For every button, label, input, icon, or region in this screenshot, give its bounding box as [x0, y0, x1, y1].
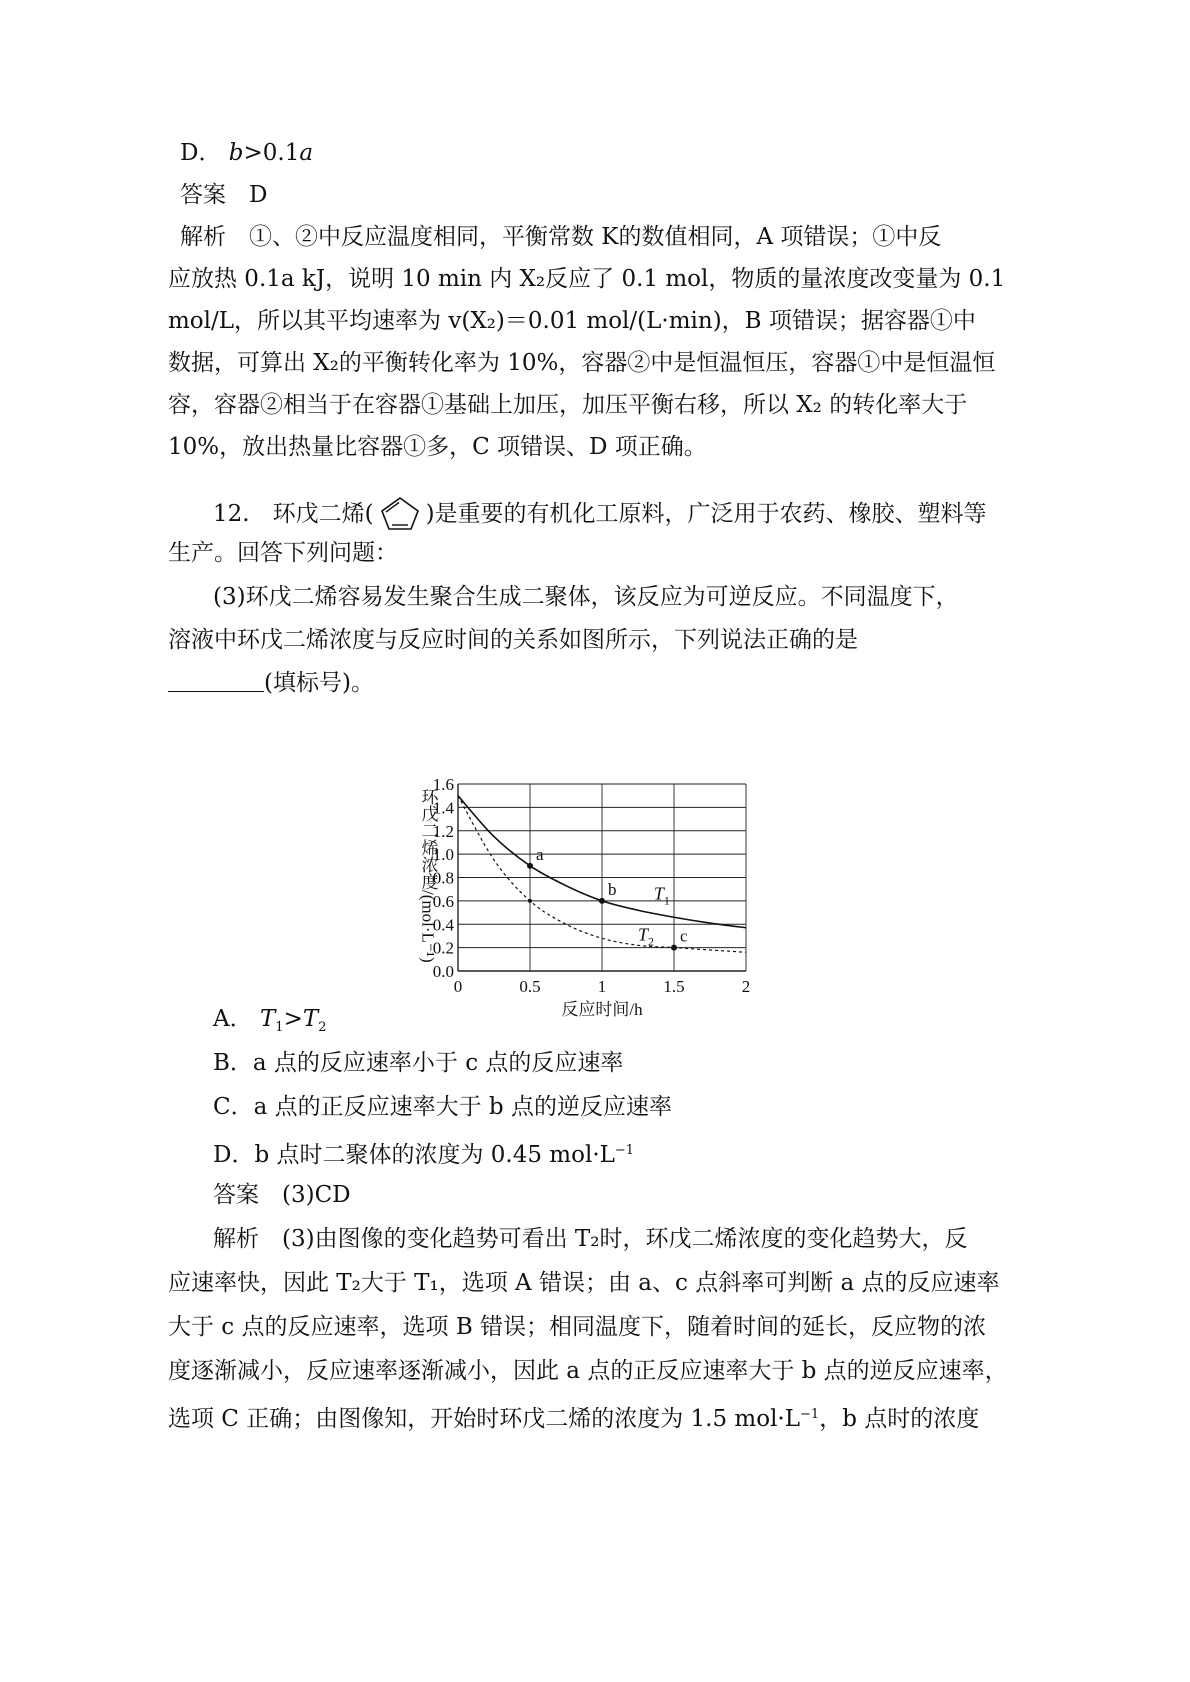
prev-explanation-4: 数据，可算出 X₂的平衡转化率为 10%，容器②中是恒温恒压，容器①中是恒温恒	[168, 350, 996, 376]
question-12-start: 12. 环戊二烯(	[213, 501, 374, 527]
t1-symbol: T	[259, 1006, 276, 1032]
y-tick-label: 1.6	[432, 775, 454, 794]
option-b: B．a 点的反应速率小于 c 点的反应速率	[213, 1050, 624, 1076]
t1-subscript: 1	[275, 1020, 284, 1035]
point-label-b: b	[608, 879, 617, 899]
x-tick-label: 1.5	[663, 977, 685, 996]
explanation-12-4: 度逐渐减小，反应速率逐渐减小，因此 a 点的正反应速率大于 b 点的逆反应速率，	[168, 1358, 1008, 1384]
answer-12: 答案 (3)CD	[213, 1182, 351, 1208]
answer-blank[interactable]	[168, 669, 264, 692]
option-d-prev	[180, 138, 313, 168]
series-label-letter: T	[638, 924, 649, 945]
x-tick-label: 0.5	[519, 977, 541, 996]
cyclopentadiene-structure-icon	[374, 493, 426, 533]
y-tick-label: 0.8	[432, 868, 454, 888]
series-label-t1	[654, 884, 670, 908]
x-tick-label: 1	[597, 977, 607, 996]
question-12-line-1	[213, 493, 987, 533]
prev-explanation-6: 10%，放出热量比容器①多，C 项错误、D 项正确。	[168, 434, 707, 460]
explanation-12-5-sup: −1	[800, 1407, 820, 1422]
point-a	[527, 863, 533, 869]
y-tick-label: 0.0	[432, 962, 454, 981]
series-label-t2	[638, 925, 654, 949]
x-axis-label: 反应时间/h	[561, 1000, 643, 1019]
option-d-prefix: D．	[180, 140, 229, 166]
y-tick-label: 1.4	[432, 798, 454, 818]
point-t2-half	[528, 899, 532, 903]
var-b: b	[228, 140, 244, 166]
y-tick-label: 0.6	[432, 891, 454, 911]
y-tick-label: 1.2	[432, 821, 454, 841]
prev-explanation-1: 解析 ①、②中反应温度相同，平衡常数 K的数值相同，A 项错误；①中反	[180, 224, 942, 250]
t2-subscript: 2	[318, 1020, 327, 1035]
question-12-rest: )是重要的有机化工原料，广泛用于农药、橡胶、塑料等	[425, 501, 987, 527]
point-label-a: a	[536, 844, 544, 864]
t2-symbol: T	[302, 1006, 319, 1032]
prev-explanation-2: 应放热 0.1a kJ，说明 10 min 内 X₂反应了 0.1 mol，物质的量浓度改变量为 0.1	[168, 266, 1006, 292]
series-label-subscript: 2	[648, 934, 655, 949]
option-c: C．a 点的正反应速率大于 b 点的逆反应速率	[213, 1094, 672, 1120]
option-d-mid: >0.1	[243, 140, 300, 166]
explanation-12-5-text: 选项 C 正确；由图像知，开始时环戊二烯的浓度为 1.5 mol·L	[168, 1406, 801, 1432]
sub-question-3-line-1: (3)环戊二烯容易发生聚合生成二聚体，该反应为可逆反应。不同温度下，	[213, 584, 959, 610]
explanation-12-3: 大于 c 点的反应速率，选项 B 错误；相同温度下，随着时间的延长，反应物的浓	[168, 1314, 987, 1340]
y-tick-label: 0.2	[432, 938, 454, 958]
explanation-12-1: 解析 (3)由图像的变化趋势可看出 T₂时，环戊二烯浓度的变化趋势大，反	[213, 1226, 968, 1252]
var-a: a	[299, 140, 314, 166]
question-12-line-2: 生产。回答下列问题：	[168, 540, 398, 566]
prev-explanation-5: 容，容器②相当于在容器①基础上加压，加压平衡右移，所以 X₂ 的转化率大于	[168, 392, 968, 418]
prev-explanation-3: mol/L，所以其平均速率为 v(X₂)＝0.01 mol/(L·min)，B 项错误；据容器①中	[168, 308, 976, 334]
chart-svg	[416, 774, 816, 1036]
option-a	[213, 1004, 326, 1043]
point-b	[599, 898, 605, 904]
explanation-12-5	[168, 1400, 979, 1434]
option-d-sup: −1	[614, 1143, 635, 1158]
y-tick-label: 0.4	[432, 915, 454, 935]
series-label-subscript: 1	[663, 893, 670, 908]
point-label-c: c	[680, 926, 688, 946]
y-axis-label: 环戊二烯浓度/(mol·L⁻¹)	[418, 788, 438, 963]
series-label-letter: T	[653, 883, 664, 904]
option-d-text: D．b 点时二聚体的浓度为 0.45 mol·L	[213, 1142, 615, 1168]
fill-instruction: (填标号)。	[264, 670, 374, 696]
point-c	[671, 945, 677, 951]
explanation-12-5-tail: ，b 点时的浓度	[819, 1406, 980, 1432]
concentration-time-chart	[416, 774, 816, 1036]
y-tick-label: 1.0	[432, 845, 454, 865]
sub-question-3-line-2: 溶液中环戊二烯浓度与反应时间的关系如图所示，下列说法正确的是	[168, 627, 858, 653]
x-tick-label: 2	[741, 977, 751, 996]
option-a-prefix: A．	[213, 1006, 253, 1032]
sub-question-3-line-3	[168, 668, 374, 698]
x-tick-label: 0	[453, 977, 463, 996]
explanation-12-2: 应速率快，因此 T₂大于 T₁，选项 A 错误；由 a、c 点斜率可判断 a 点的反应速率	[168, 1270, 1000, 1296]
greater-than: >	[283, 1006, 303, 1032]
prev-answer: 答案 D	[180, 182, 268, 208]
option-d	[213, 1136, 634, 1170]
